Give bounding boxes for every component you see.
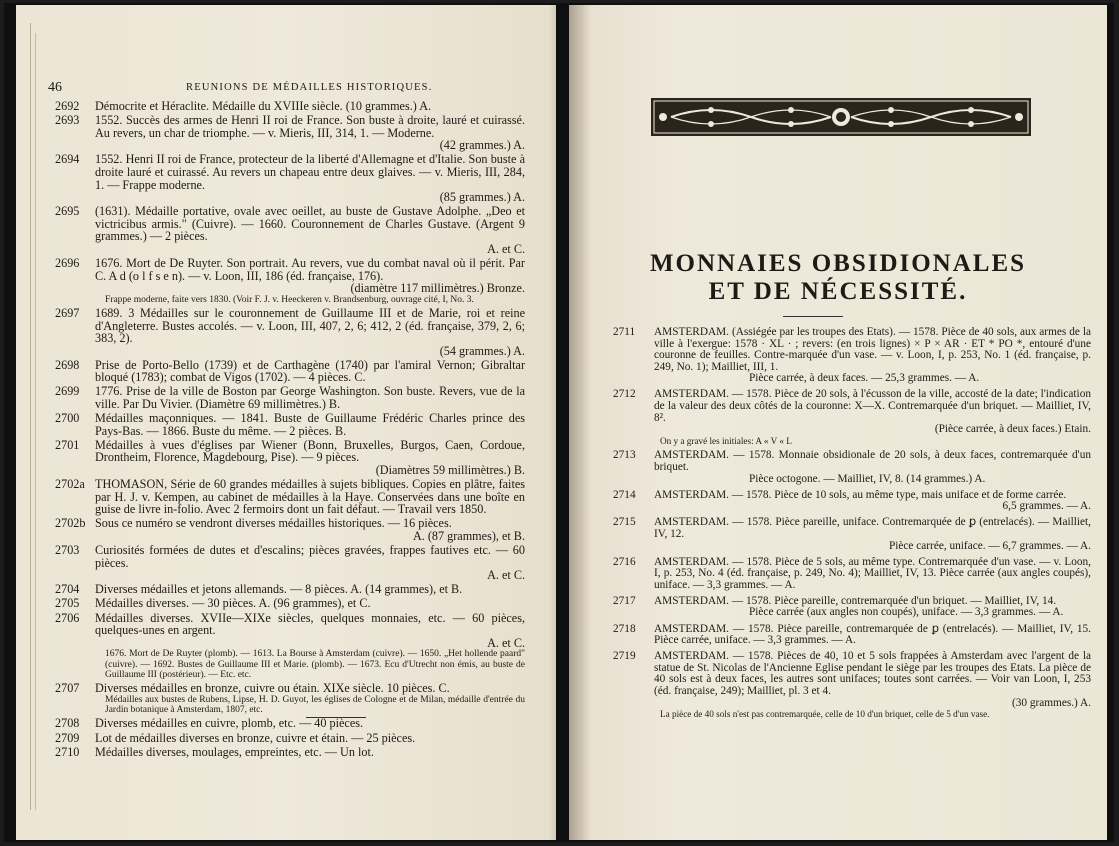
entry-description: Curiosités formées de dutes et d'escalins; pièces gravées, frappes fautives etc. — 60 pièces. [95,543,525,570]
gutter-shadow [549,5,556,840]
entry-sub: 1676. Mort de De Ruyter (plomb). — 1613. La Bourse à Amsterdam (cuivre). — 1650. „Het hollende paard" (cuivre). — 1692. Bustes de Guillaume III et Marie. (plomb). — 1673. Ecu d'Utrecht non émis, au buste de Guillaume III (postérieur). — Etc. etc. [105,649,525,681]
entry-description: AMSTERDAM. — 1578. Pièce pareille, uniface. Contremarquée de ꝑ (entrelacés). — Mailliet, IV, 12. [654,516,1091,540]
entry-description: Médailles à vues d'églises par Wiener (Bonn, Bruxelles, Burgos, Caen, Cordoue, Drontheim, Florence, Magdebourg, Pise). — 9 pièces. [95,437,525,465]
entry-text [95,205,525,255]
entry-description: 1552. Succès des armes de Henri II roi de France. Son buste à droite, lauré et cuirassé. Au revers, un char de triomphe. — v. Mieris, III, 314, 1. — Moderne. [95,113,525,140]
entry-number: 2713 [613,449,636,462]
entry-text [95,439,525,477]
catalog-entry [55,717,525,730]
entry-description: Médailles maçonniques. — 1841. Buste de Guillaume Frédéric Charles prince des Pays-Bas. — 1866. Buste du même. — 2 pièces. B. [95,411,525,438]
entry-right: (Pièce carrée, à deux faces.) Etain. [934,423,1091,436]
catalog-entry [55,746,525,759]
catalog-entry [55,597,525,610]
entry-description: Démocrite et Héraclite. Médaille du XVIIIe siècle. (10 grammes.) A. [95,99,432,113]
entry-description: 1689. 3 Médailles sur le couronnement de Guillaume III et de Marie, roi et reine d'Angleterre. Bustes accolés. — v. Loon, III, 407, 2, 6; 412, 2 (éd. française, 379, 2, 6; 383, 2). [95,305,525,346]
page-number: 46 [48,80,62,95]
entry-sub: La pièce de 40 sols n'est pas contremarquée, celle de 10 d'un briquet, celle de 5 d'un vase. [660,709,990,720]
entry-description: Médailles diverses, moulages, empreintes, etc. — Un lot. [95,744,374,759]
entry-number: 2701 [55,437,80,452]
entry-number: 2710 [55,744,80,759]
entry-description: AMSTERDAM. (Assiégée par les troupes des Etats). — 1578. Pièce de 40 sols, aux armes de la ville à l'exergue: 1578 · XL · ; revers: (en trois lignes) × P × AR · ET * PO *, entouré d'une couronne de feuilles. Contre-marquée d'un vase. — v. Loon, I, p. 253, No. 1 (éd. française, p. 249, No. 1); Mailliet, III, 1. [654,326,1091,373]
entry-number: 2712 [613,388,636,401]
entry-description: 1676. Mort de De Ruyter. Son portrait. Au revers, vue du combat naval où il périt. Par C. A d (o l f s e n). — v. Loon, III, 186 (éd. française, 176). [95,256,525,283]
entry-text [95,544,525,582]
catalog-entry [55,359,525,384]
entry-description: Sous ce numéro se vendront diverses médailles historiques. — 16 pièces. [95,516,452,531]
catalog-entry [613,651,1091,719]
entry-text [95,307,525,357]
entry-text [654,651,1091,719]
catalog-entry [55,612,525,681]
entry-right: Pièce carrée, uniface. — 6,7 grammes. — A. [888,539,1091,552]
entry-description: AMSTERDAM. — 1578. Pièce de 20 sols, à l'écusson de la ville, accosté de la date; l'indication de la valeur des deux côtés de la couronne: X—X. Contremarquée d'un briquet. — Mailliet, IV, 8². [654,388,1091,424]
entry-description: Prise de Porto-Bello (1739) et de Carthagène (1740) par l'amiral Vernon; Gibraltar bloqué (1783); combat de Vigos (1702). — 4 pièces. C. [95,357,525,385]
gutter-shadow-right [569,5,591,840]
catalog-entry [613,490,1091,513]
entry-number: 2707 [55,681,80,696]
catalog-entry [55,385,525,410]
entry-number: 2694 [55,152,80,167]
entry-number: 2719 [613,650,636,663]
catalog-entry [55,544,525,582]
entry-number: 2700 [55,411,80,426]
entry-text [654,624,1091,647]
catalog-entry [55,439,525,477]
entry-description: Médailles diverses. XVIIe—XIXe siècles, quelques monnaies, etc. — 60 pièces, quelques-unes en argent. [95,610,525,638]
entry-description: AMSTERDAM. — 1578. Pièce pareille, contremarquée de ꝑ (entrelacés). — Mailliet, IV, 15. Pièce carrée, uniface. — 3,3 grammes. — A. [654,622,1091,647]
catalog-entry [55,153,525,203]
entry-number: 2702b [55,516,86,531]
entry-text [654,389,1091,445]
entry-text [95,717,525,730]
entry-number: 2703 [55,543,80,558]
left-page [16,5,556,840]
entry-number: 2702a [55,477,85,492]
entry-text [654,490,1091,513]
catalog-entry [55,257,525,305]
entry-right: A. et C. [487,242,525,257]
left-page-header [16,80,556,96]
section-title-line2: ET DE NÉCESSITÉ. [708,278,968,305]
entry-text [654,517,1091,552]
entry-description: AMSTERDAM. — 1578. Pièce pareille, contremarquée d'un briquet. — Mailliet, IV, 14. [654,594,1057,607]
catalog-entry [55,583,525,596]
entry-text [95,478,525,516]
entry-text [95,114,525,152]
entry-right: (30 grammes.) A. [1011,696,1091,709]
entry-description: AMSTERDAM. — 1578. Pièces de 40, 10 et 5 sols frappées à Amsterdam avec l'argent de la statue de St. Nicolas de l'Ancienne Eglise pendant le siège par les troupes des Etats. La pièce de 40 sols est à deux faces, les autres sont unifaces; toutes sont carrées. — Voir van Loon, I, 253 (éd. française, 249); Mailliet, pl. 3 et 4. [654,650,1091,698]
entry-description: AMSTERDAM. — 1578. Monnaie obsidionale de 20 sols, à deux faces, contremarquée d'un briquet. [654,449,1091,473]
ornamental-headpiece [651,98,1031,136]
entry-text [95,612,525,681]
catalog-entry [55,114,525,152]
entry-text [95,153,525,203]
catalog-entry [55,307,525,357]
catalog-entry [55,517,525,542]
catalog-entry [55,478,525,516]
entry-number: 2711 [613,326,636,338]
catalog-entry [55,412,525,437]
entry-number: 2695 [55,204,80,219]
book-spread [4,3,1114,842]
entry-number: 2706 [55,610,80,625]
page-edge-lines [30,23,41,810]
entry-number: 2715 [613,516,636,529]
entry-number: 2699 [55,384,80,399]
entry-description: THOMASON, Série de 60 grandes médailles à sujets bibliques. Copies en plâtre, faites par H. J. v. Kempen, au cabinet de médailles à la Haye. Conservées dans une boîte en guise de livre in-folio. Avec 2 fermoirs dont un fait défaut. — Travail vers 1850. [95,477,525,517]
catalog-entry [55,205,525,255]
entry-number: 2698 [55,357,80,372]
entry-number: 2696 [55,256,80,271]
entry-text [95,517,525,542]
entry-text [95,597,525,610]
section-title-line1: MONNAIES OBSIDIONALES [649,250,1027,277]
entry-description: AMSTERDAM. — 1578. Pièce de 5 sols, au même type. Contremarquée d'un vase. — v. Loon, I, p. 253, No. 4 (éd. française, p. 249, No. 4); Mailliet, IV, 13. Pièce carrée (aux angles coupés), uniface. — 3,3 grammes. — A. [654,555,1091,591]
entry-number: 2714 [613,488,636,501]
entry-right: (54 grammes.) A. [439,343,525,358]
entry-description: Lot de médailles diverses en bronze, cuivre et étain. — 25 pièces. [95,730,416,745]
entry-description: Diverses médailles en bronze, cuivre ou étain. XIXe siècle. 10 pièces. C. [95,681,450,696]
right-page [569,5,1107,840]
entry-number: 2708 [55,716,80,731]
entry-number: 2716 [613,555,636,568]
entry-right: 6,5 grammes. — A. [1002,500,1091,513]
catalog-entry [613,517,1091,552]
title-rule [783,316,843,317]
entry-description: Diverses médailles et jetons allemands. — 8 pièces. A. (14 grammes), et B. [95,582,463,597]
entry-text [95,412,525,437]
entry-text [95,732,525,745]
entry-description: 1776. Prise de la ville de Boston par George Washington. Son buste. Revers, vue de la ville. Par Du Vivier. (Diamètre 69 millimètres.) B. [95,384,525,412]
entry-right: A. et C. [487,568,525,583]
entry-description: (1631). Médaille portative, ovale avec oeillet, au buste de Gustave Adolphe. „Deo et victricibus armis." (Cuivre). — 1660. Couronnement de Charles Gustave. (Argent 9 grammes.) — 2 pièces. [95,204,525,244]
entry-text [95,682,525,716]
entry-description: AMSTERDAM. — 1578. Pièce de 10 sols, au même type, mais uniface et de forme carrée. [654,488,1067,501]
entry-sub: Médailles aux bustes de Rubens, Lipse, H. D. Guyot, les églises de Cologne et de Milan, médaille d'entrée du Jardin botanique à Amsterdam, 1807, etc. [105,694,525,716]
catalog-entry [55,100,525,113]
entry-center: Pièce carrée (aux angles non coupés), uniface. — 3,3 grammes. — A. [749,606,1064,619]
running-head: REUNIONS DE MÉDAILLES HISTORIQUES. [186,82,433,93]
end-rule [306,717,366,718]
entry-center: Pièce carrée, à deux faces. — 25,3 grammes. — A. [749,372,980,385]
entry-text [95,385,525,410]
entry-text [95,100,525,113]
catalog-entry [613,389,1091,445]
entry-description: 1552. Henri II roi de France, protecteur de la liberté d'Allemagne et d'Italie. Son buste à droite lauré et cuirassé. Au revers un chapeau entre deux glaives. — v. Mieris, III, 284, 1. — Frappe moderne. [95,152,525,192]
entry-text [654,450,1091,485]
entry-right: (Diamètres 59 millimètres.) B. [375,463,525,478]
right-entries [613,327,1091,724]
entry-number: 2697 [55,305,80,320]
entry-text [95,583,525,596]
entry-description: Médailles diverses. — 30 pièces. A. (96 grammes), et C. [95,596,371,611]
left-entries [55,100,525,760]
catalog-entry [55,732,525,745]
entry-text [95,746,525,759]
entry-description: Diverses médailles en cuivre, plomb, etc. — 40 pièces. [95,716,364,731]
entry-right: A. et C. [487,635,525,650]
entry-number: 2718 [613,622,636,635]
catalog-entry [613,596,1091,619]
entry-number: 2693 [55,113,80,128]
entry-text [654,596,1091,619]
entry-right: (85 grammes.) A. [439,190,525,205]
entry-number: 2705 [55,596,80,611]
entry-text [654,327,1091,385]
entry-number: 2709 [55,730,80,745]
catalog-entry [55,682,525,716]
entry-right: A. (87 grammes), et B. [412,529,525,543]
catalog-entry [613,450,1091,485]
entry-text [95,257,525,305]
entry-right: (42 grammes.) A. [439,138,525,153]
entry-number: 2692 [55,99,80,113]
entry-text [654,557,1091,592]
catalog-entry [613,327,1091,385]
entry-sub: On y a gravé les initiales: A « V « L [660,435,792,446]
entry-right: (diamètre 117 millimètres.) Bronze. [350,281,525,296]
entry-number: 2704 [55,582,80,597]
entry-sub: Frappe moderne, faite vers 1830. (Voir F. J. v. Heeckeren v. Brandsenburg, ouvrage cité, I, No. 3. [105,294,474,305]
entry-text [95,359,525,384]
catalog-entry [613,557,1091,592]
entry-number: 2717 [613,594,636,607]
catalog-entry [613,624,1091,647]
entry-center: Pièce octogone. — Mailliet, IV, 8. (14 grammes.) A. [749,472,986,485]
